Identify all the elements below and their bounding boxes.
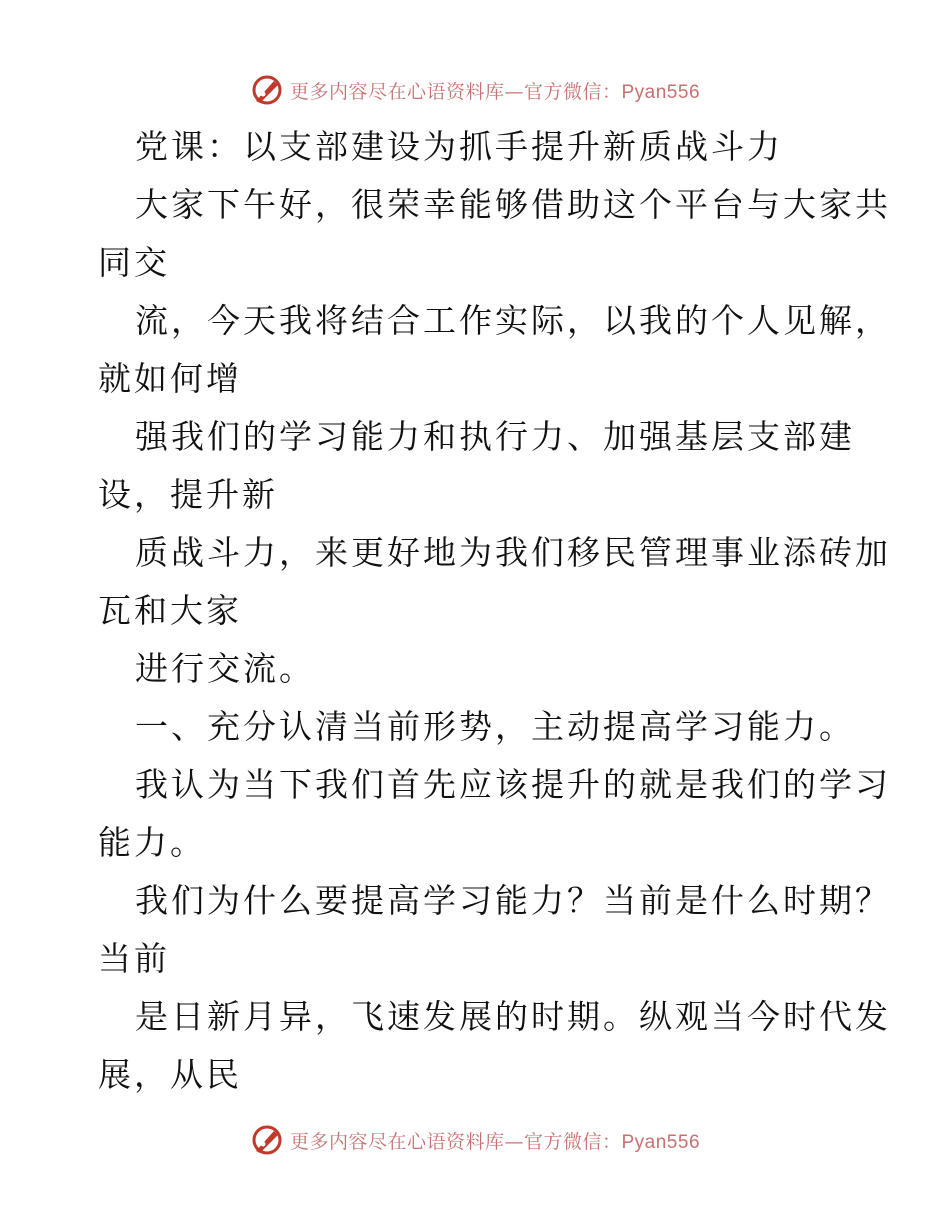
text-line: 强我们的学习能力和执行力、加强基层支部建 xyxy=(135,417,855,456)
text-line: 当前 xyxy=(98,939,170,978)
text-line: 质战斗力，来更好地为我们移民管理事业添砖加 xyxy=(135,533,891,572)
quill-logo-icon xyxy=(250,73,284,107)
watermark-text xyxy=(290,1127,700,1154)
document-title-line: 党课：以支部建设为抓手提升新质战斗力 xyxy=(135,127,783,166)
watermark-label: 更多内容尽在心语资料库—官方微信： xyxy=(289,80,622,103)
text-line: 展，从民 xyxy=(98,1055,242,1094)
watermark-text xyxy=(290,77,700,104)
text-line: 能力。 xyxy=(98,823,206,862)
text-line: 瓦和大家 xyxy=(98,591,242,630)
header-watermark xyxy=(0,70,950,110)
text-line: 流，今天我将结合工作实际，以我的个人见解， xyxy=(135,301,891,340)
quill-logo-icon xyxy=(250,1123,284,1157)
text-line: 大家下午好，很荣幸能够借助这个平台与大家共 xyxy=(135,185,891,224)
text-line: 我认为当下我们首先应该提升的就是我们的学习 xyxy=(135,765,891,804)
watermark-wechat-id: Pyan556 xyxy=(621,81,701,103)
text-line: 是日新月异，飞速发展的时期。纵观当今时代发 xyxy=(135,997,891,1036)
footer-watermark xyxy=(0,1120,950,1160)
document-body xyxy=(98,118,891,1104)
text-line: 一、充分认清当前形势，主动提高学习能力。 xyxy=(135,707,855,746)
text-line: 设，提升新 xyxy=(98,475,278,514)
watermark-label: 更多内容尽在心语资料库—官方微信： xyxy=(289,1130,622,1153)
text-line: 就如何增 xyxy=(98,359,242,398)
text-line: 进行交流。 xyxy=(135,649,315,688)
watermark-wechat-id: Pyan556 xyxy=(621,1131,701,1153)
text-line: 我们为什么要提高学习能力？当前是什么时期？ xyxy=(135,881,891,920)
text-line: 同交 xyxy=(98,243,170,282)
